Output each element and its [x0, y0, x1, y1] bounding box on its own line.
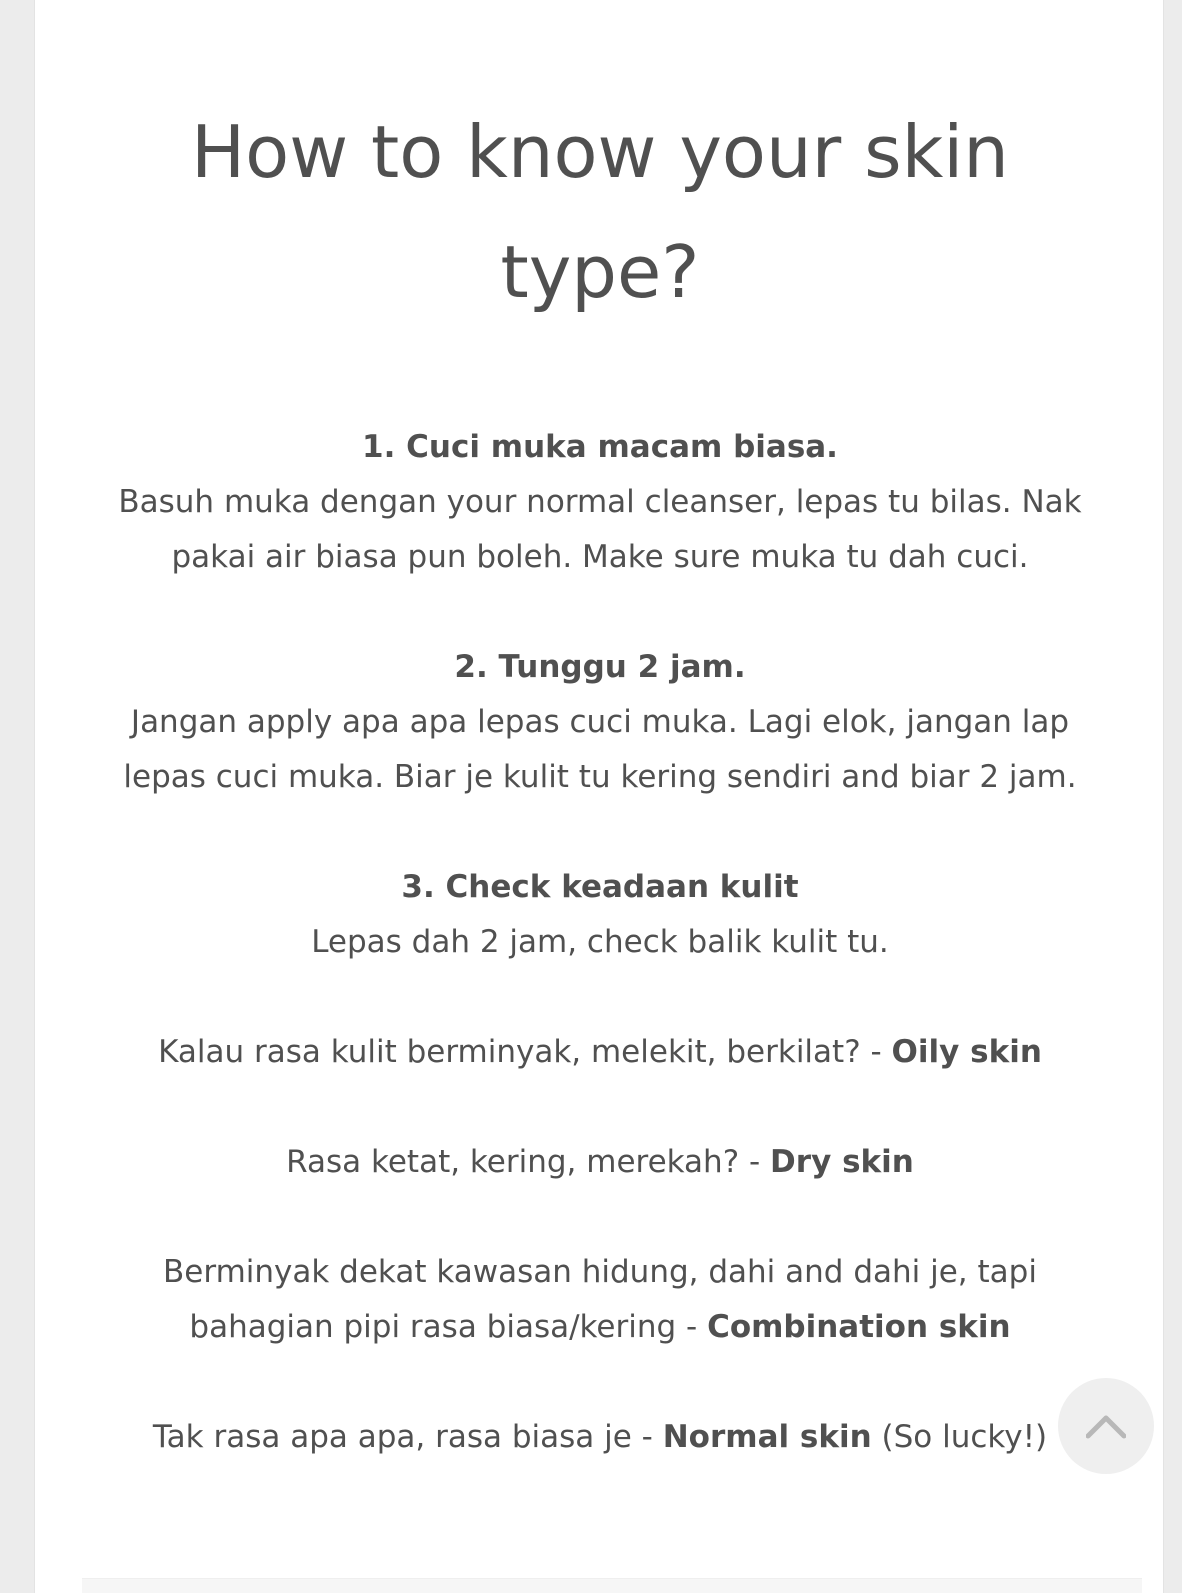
next-section-edge — [82, 1578, 1142, 1593]
article-card — [34, 0, 1164, 1593]
result-normal-text: Tak rasa apa apa, rasa biasa je - — [152, 1419, 663, 1455]
step-1 — [85, 420, 1115, 585]
result-normal — [85, 1410, 1115, 1465]
spacer — [85, 1080, 1115, 1135]
spacer — [85, 805, 1115, 860]
article-body — [85, 420, 1115, 1465]
step-1-text-line-1: Basuh muka dengan your normal cleanser, lepas tu bilas. Nak — [118, 484, 1082, 520]
result-normal-type: Normal skin — [662, 1419, 872, 1455]
result-combination-type: Combination skin — [707, 1309, 1011, 1345]
result-dry-type: Dry skin — [770, 1144, 914, 1180]
result-normal-suffix: (So lucky!) — [871, 1419, 1048, 1455]
result-combination-line-2 — [85, 1300, 1115, 1355]
spacer — [85, 585, 1115, 640]
step-3-text-line-1: Lepas dah 2 jam, check balik kulit tu. — [311, 924, 889, 960]
step-2-heading: 2. Tunggu 2 jam. — [454, 649, 746, 685]
step-1-heading: 1. Cuci muka macam biasa. — [362, 429, 838, 465]
step-2-text-line-2: lepas cuci muka. Biar je kulit tu kering sendiri and biar 2 jam. — [123, 759, 1077, 795]
article-title-line-2: type? — [500, 230, 700, 314]
article-title — [35, 92, 1165, 332]
spacer — [85, 970, 1115, 1025]
article-title-line-1: How to know your skin — [191, 110, 1009, 194]
result-dry-text: Rasa ketat, kering, merekah? - — [286, 1144, 771, 1180]
chevron-up-icon — [1086, 1408, 1126, 1444]
spacer — [85, 1190, 1115, 1245]
result-oily — [85, 1025, 1115, 1080]
result-oily-text: Kalau rasa kulit berminyak, melekit, berkilat? - — [158, 1034, 892, 1070]
step-3 — [85, 860, 1115, 970]
result-dry — [85, 1135, 1115, 1190]
result-combination-text-line-1: Berminyak dekat kawasan hidung, dahi and dahi je, tapi — [163, 1254, 1037, 1290]
result-oily-type: Oily skin — [891, 1034, 1042, 1070]
step-1-text-line-2: pakai air biasa pun boleh. Make sure muka tu dah cuci. — [171, 539, 1029, 575]
step-2 — [85, 640, 1115, 805]
step-2-text-line-1: Jangan apply apa apa lepas cuci muka. Lagi elok, jangan lap — [130, 704, 1070, 740]
result-combination — [85, 1245, 1115, 1355]
spacer — [85, 1355, 1115, 1410]
step-3-heading: 3. Check keadaan kulit — [401, 869, 799, 905]
scroll-to-top-button[interactable] — [1058, 1378, 1154, 1474]
result-combination-text-line-2: bahagian pipi rasa biasa/kering - — [189, 1309, 708, 1345]
